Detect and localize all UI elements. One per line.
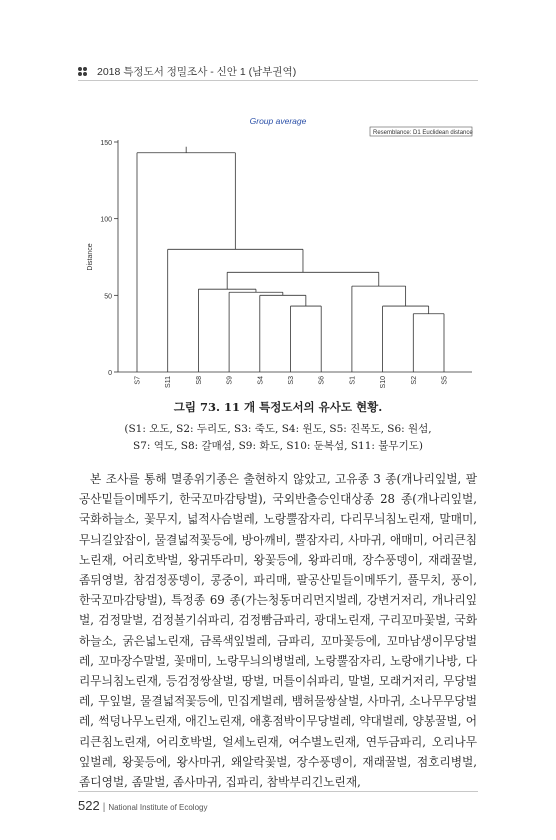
figure-caption: 그림 73. 11 개 특정도서의 유사도 현황. bbox=[173, 400, 383, 414]
figure-legend bbox=[0, 421, 556, 455]
leaf-label: S5 bbox=[441, 376, 449, 385]
leaf-label: S3 bbox=[288, 376, 295, 385]
leaf-label: S11 bbox=[165, 376, 173, 388]
leaf-label: S4 bbox=[257, 376, 265, 385]
figure-legend-line2: S7: 역도, S8: 갈매섬, S9: 화도, S10: 둔복섬, S11: 불무기도) bbox=[133, 440, 423, 452]
dendrogram-chart bbox=[78, 112, 478, 394]
body-text bbox=[79, 469, 477, 792]
running-header bbox=[78, 64, 296, 79]
leaf-label: S10 bbox=[380, 376, 388, 389]
y-tick-label: 150 bbox=[100, 140, 112, 147]
figure-legend-line1: (S1: 오도, S2: 두리도, S3: 죽도, S4: 원도, S5: 진목도, S6: 원섬, bbox=[124, 423, 432, 435]
body-paragraph: 본 조사를 통해 멸종위기종은 출현하지 않았고, 고유종 3 종(개나리잎벌, 팔공산밑들이메뚜기, 한국꼬마감탕벌), 국외반출승인대상종 28 종(개나리잎벌, 국화하늘소, 꽃무지, 넓적사슴벌레, 노랑뿔잠자리, 다리무늬침노린재, 말매미, 무늬길앞잡이, 물결넓적꽃등에, 방아깨비, 뿔잠자리, 사마귀, 애매미, 어리큰침노린재, 어리호박벌, 왕귀뚜라미, 왕꽃등에, 왕파리매, 장수풍뎅이, 재래꿀벌, 좀뒤영벌, 참검정풍뎅이, 콩중이, 파리매, 팔공산밑들이메뚜기, 풀무치, 풍이, 한국꼬마감탕벌), 특정종 69 종(가는청동머리먼지벌레, 강변거저리, 개나리잎벌, 검정말벌, 검정볼기쉬파리, 검정빰금파리, 광대노린재, 구리꼬마꽃벌, 국화하늘소, 굵은넓노린재, 금록색잎벌레, 금파리, 꼬마꽃등에, 꼬마남생이무당벌레, 꼬마장수말벌, 꽃매미, 노랑무늬의병벌레, 노랑뿔잠자리, 노랑애기나방, 다리무늬침노린재, 등검정쌍살벌, 땅벌, 머틀이쉬파리, 말벌, 모래거저리, 무당벌레, 무잎벌, 물결넓적꽃등에, 민집게벌레, 뱀허물쌍살벌, 사마귀, 소나무무당벌레, 썩덩나무노린재, 애긴노린재, 애홍점박이무당벌레, 약대벌레, 양봉꿀벌, 어리큰침노린재, 어리호박벌, 얼세노린재, 여수별노린재, 연두금파리, 오리나무잎벌레, 왕꽃등에, 왕사마귀, 왜알락꽃벌, 장수풍뎅이, 재래꿀벌, 점호리병벌, 좀디영벌, 좀말벌, 좀사마귀, 집파리, 참박부리긴노린재, bbox=[79, 472, 477, 790]
leaf-label: S1 bbox=[349, 376, 357, 385]
leaf-label: S2 bbox=[410, 376, 418, 385]
y-tick-label: 50 bbox=[104, 293, 112, 301]
footer-institution: National Institute of Ecology bbox=[108, 803, 208, 812]
footer-separator: | bbox=[102, 802, 106, 813]
leaf-label: S7 bbox=[134, 376, 142, 385]
y-tick-label: 0 bbox=[108, 370, 112, 377]
chart-title: Group average bbox=[249, 116, 307, 126]
legend-text: Resemblance: D1 Euclidean distance bbox=[373, 130, 473, 136]
page-number: 522 bbox=[78, 798, 100, 813]
leaf-label: S9 bbox=[226, 376, 234, 385]
header-rule bbox=[78, 80, 478, 81]
y-tick-label: 100 bbox=[100, 216, 112, 224]
header-dots-icon bbox=[78, 67, 92, 77]
header-text: 2018 특정도서 정밀조사 - 신안 1 (남부권역) bbox=[97, 66, 297, 78]
leaf-label: S8 bbox=[195, 376, 203, 385]
leaf-label: S6 bbox=[318, 376, 326, 385]
footer-rule bbox=[78, 791, 478, 792]
page-footer bbox=[78, 798, 207, 813]
y-axis-label: Distance bbox=[87, 243, 94, 271]
